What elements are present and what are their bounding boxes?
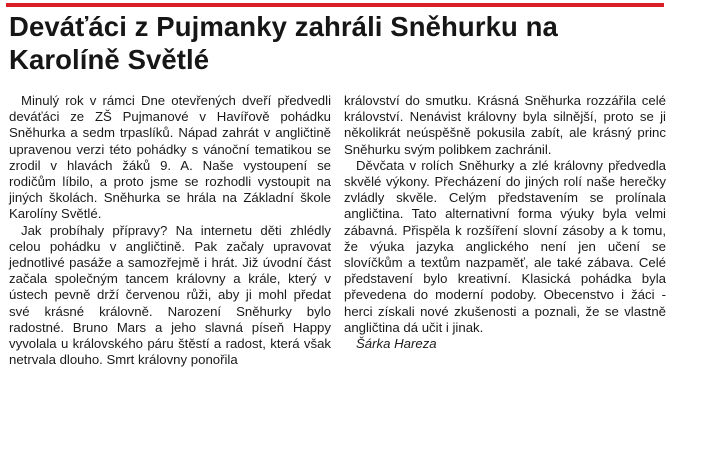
paragraph: Minulý rok v rámci Dne otevřených dveří předvedli deváťáci ze ZŠ Pujmanové v Havířově pohádku Sněhurka a sedm trpaslíků. Nápad zahrát v angličtině upravenou verzi této pohádky s vánoční tematikou se zrodil v hlavách žáků 9. A. Naše vystoupení se rodičům líbilo, a proto jsme se rozhodli vystoupit na jiných školách. Sněhurka se hrála na Základní škole Karolíny Světlé. — [9, 93, 331, 222]
paragraph: Děvčata v rolích Sněhurky a zlé královny předvedla skvělé výkony. Přecházení do jiných rolí naše herečky zvládly skvěle. Celým představením se prolínala angličtina. Tato alternativní forma výuky byla velmi zábavná. Přispěla k rozšíření slovní zásoby a k tomu, že výuka jazyka anglického není jen učení se slovíčkům a textům nazpaměť, ale také zábava. Celé představení bylo kreativní. Klasická pohádka byla převedena do moderní podoby. Obecenstvo i žáci - herci získali nové zkušenosti a poznali, že se vlastně angličtina dá učit i jinak. — [344, 157, 666, 335]
text-column-left — [9, 93, 331, 368]
paragraph: Jak probíhaly přípravy? Na internetu děti zhlédly celou pohádku v angličtině. Pak začaly upravovat jednotlivé pasáže a samozřejmě i hrát. Již úvodní část začala společným tancem královny a krále, který v ústech pevně drží červenou růži, aby ji mohl předat své krásné královně. Narození Sněhurky bylo radostné. Bruno Mars a jeho slavná píseň Happy vyvolala u královského páru štěstí a radost, která však netrvala dlouho. Smrt královny ponořila — [9, 222, 331, 368]
author-byline: Šárka Hareza — [356, 336, 437, 352]
accent-rule — [6, 3, 664, 7]
paragraph: království do smutku. Krásná Sněhurka rozzářila celé království. Nenávist královny byla silnější, proto se ji několikrát neúspěšně pokusila zabít, ale krásný princ Sněhurku svým polibkem zachránil. — [344, 93, 666, 157]
article-body — [9, 93, 664, 449]
article-headline: Deváťáci z Pujmanky zahráli Sněhurku na Karolíně Světlé — [9, 11, 558, 75]
text-column-right — [344, 93, 666, 352]
